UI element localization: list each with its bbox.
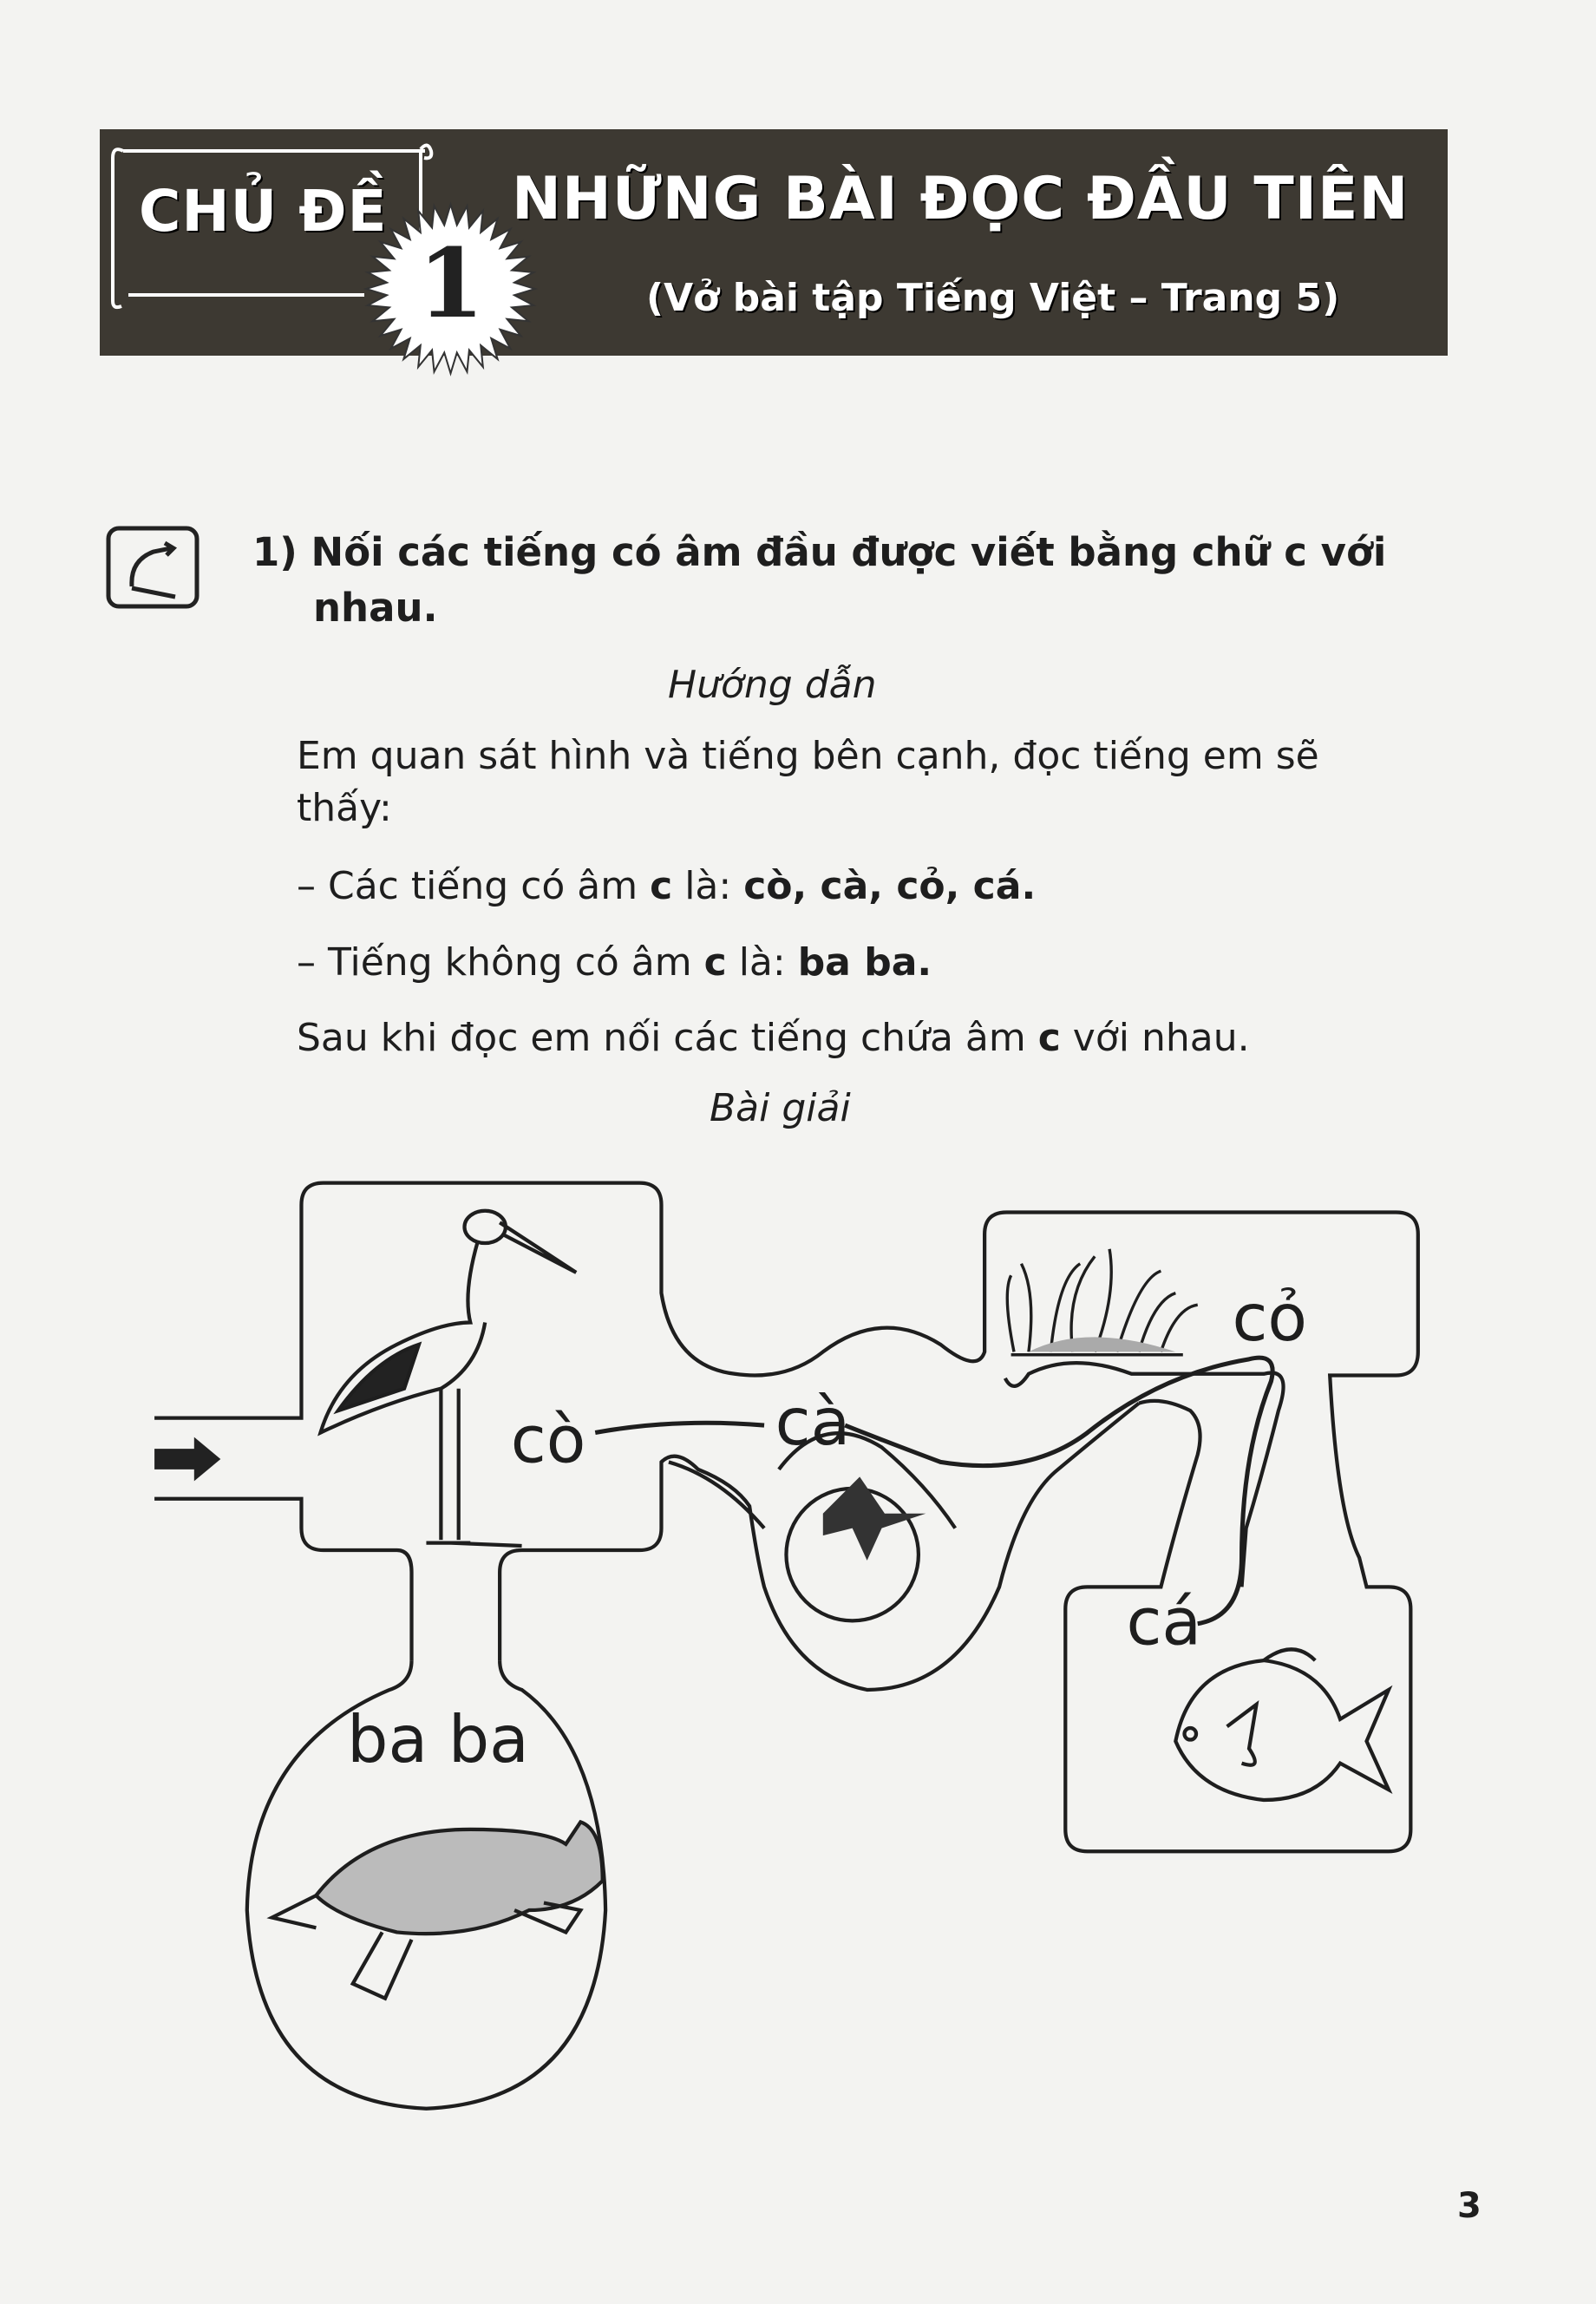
page-subtitle: (Vở bài tập Tiếng Việt – Trang 5): [646, 276, 1340, 320]
guide-line-1: Em quan sát hình và tiếng bên cạnh, đọc tiếng em sẽ: [297, 734, 1319, 778]
arrow-icon: [154, 1437, 220, 1482]
guide-line-2: thấy:: [297, 786, 392, 830]
word-ca-fish: cá: [1126, 1584, 1202, 1660]
topic-label: CHỦ ĐỀ: [139, 178, 388, 245]
text: là:: [672, 864, 744, 908]
tomato-image: [786, 1476, 926, 1620]
text: là:: [726, 940, 798, 985]
maze-wall: [154, 1183, 1418, 1852]
word-co-stork: cò: [510, 1402, 586, 1478]
letter: c: [650, 864, 673, 908]
page-title: NHỮNG BÀI ĐỌC ĐẦU TIÊN: [512, 165, 1410, 233]
letter: c: [1037, 1016, 1061, 1060]
text: – Các tiếng có âm: [297, 864, 651, 908]
word-co-grass: cỏ: [1232, 1280, 1308, 1356]
topic-number: 1: [417, 227, 485, 339]
answer: cò, cà, cỏ, cá.: [743, 864, 1037, 908]
word-ca-tomato: cà: [775, 1384, 851, 1461]
text: – Tiếng không có âm: [297, 940, 704, 985]
solution-heading: Bài giải: [710, 1086, 851, 1130]
page-number: 3: [1457, 2186, 1482, 2226]
question-line-1: 1) Nối các tiếng có âm đầu được viết bằng chữ c với: [252, 529, 1387, 575]
stork-image: [320, 1211, 576, 1546]
guide-heading: Hướng dẫn: [668, 663, 877, 707]
question-line-2: nhau.: [313, 585, 438, 631]
maze-wall: [154, 1499, 411, 1660]
fish-image: [1175, 1649, 1389, 1800]
word-baba-turtle: ba ba: [347, 1701, 529, 1777]
answer: ba ba.: [797, 940, 932, 985]
text: với nhau.: [1060, 1016, 1250, 1060]
grass-image: [1007, 1249, 1197, 1355]
turtle-image: [272, 1822, 603, 1998]
letter: c: [703, 940, 727, 985]
text: Sau khi đọc em nối các tiếng chứa âm: [297, 1016, 1038, 1060]
